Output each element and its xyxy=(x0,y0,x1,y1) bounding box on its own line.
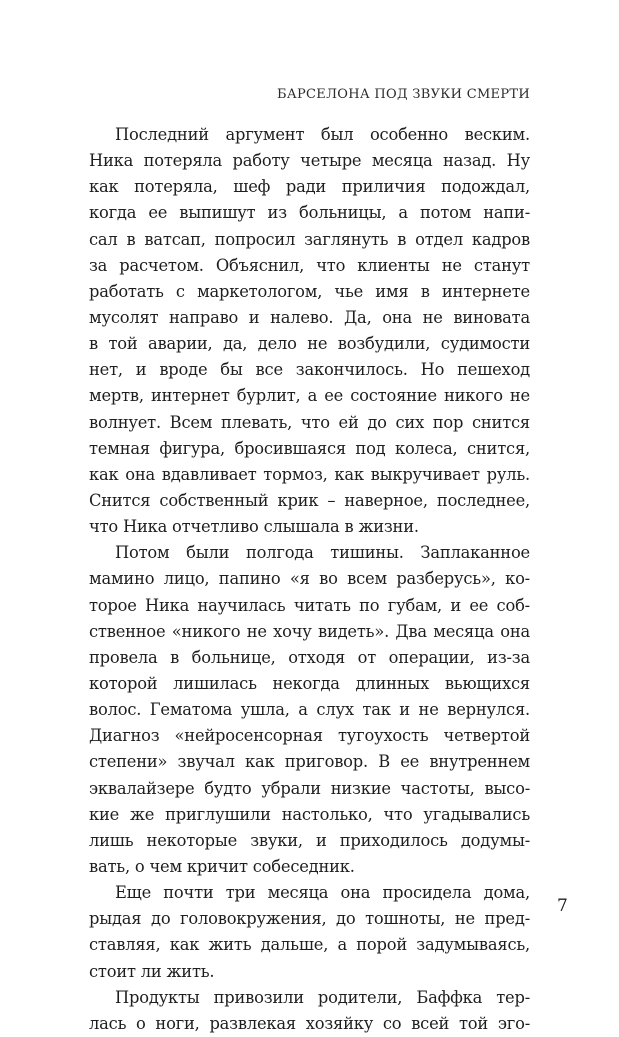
text-line: когда ее выпишут из больницы, а потом напи- xyxy=(89,203,530,223)
text-line: мусолят направо и налево. Да, она не виновата xyxy=(89,307,530,327)
text-line: что Ника отчетливо слышала в жизни. xyxy=(89,517,419,537)
text-line: работать с маркетологом, чье имя в интернете xyxy=(89,281,530,301)
text-line: провела в больнице, отходя от операции, из-за xyxy=(89,647,530,667)
text-line: темная фигура, бросившаяся под колеса, снится, xyxy=(89,438,530,458)
text-line: Продукты привозили родители, Баффка тер- xyxy=(115,987,530,1007)
text-line: как потеряла, шеф ради приличия подождал, xyxy=(89,177,530,197)
text-line: кие же приглушили настолько, что угадывались xyxy=(89,804,530,824)
text-line: в той аварии, да, дело не возбудили, судимости xyxy=(89,334,530,354)
text-line: мамино лицо, папино «я во всем разберусь», ко- xyxy=(89,569,530,589)
text-line: лишь некоторые звуки, и приходилось додумы- xyxy=(89,830,530,850)
text-line: Диагноз «нейросенсорная тугоухость четвертой xyxy=(89,726,530,746)
text-line: Потом были полгода тишины. Заплаканное xyxy=(115,543,530,563)
text-line: вать, о чем кричит собеседник. xyxy=(89,856,355,876)
text-line: Ника потеряла работу четыре месяца назад. Ну xyxy=(89,151,530,171)
text-line: которой лишилась некогда длинных вьющихся xyxy=(89,673,530,693)
text-line: рыдая до головокружения, до тошноты, не пред- xyxy=(89,909,530,929)
text-line: лась о ноги, развлекая хозяйку со всей той эго- xyxy=(89,1013,530,1033)
text-line: ставляя, как жить дальше, а порой задумываясь, xyxy=(89,935,530,955)
body-text xyxy=(89,122,530,1037)
text-line: за расчетом. Объяснил, что клиенты не станут xyxy=(89,255,530,275)
text-line: ственное «никого не хочу видеть». Два месяца она xyxy=(89,621,530,641)
text-line: сал в ватсап, попросил заглянуть в отдел кадров xyxy=(89,229,530,249)
text-line: волнует. Всем плевать, что ей до сих пор снится xyxy=(89,412,530,432)
page-number: 7 xyxy=(557,896,568,916)
running-head: БАРСЕЛОНА ПОД ЗВУКИ СМЕРТИ xyxy=(277,87,530,102)
text-line: Еще почти три месяца она просидела дома, xyxy=(115,883,530,903)
text-line: как она вдавливает тормоз, как выкручивает руль. xyxy=(89,464,530,484)
text-line: Последний аргумент был особенно веским. xyxy=(115,125,530,144)
text-line: эквалайзере будто убрали низкие частоты, высо- xyxy=(89,778,530,798)
text-line: степени» звучал как приговор. В ее внутреннем xyxy=(89,752,530,772)
text-line: нет, и вроде бы все закончилось. Но пешеход xyxy=(89,360,530,380)
text-line: волос. Гематома ушла, а слух так и не вернулся. xyxy=(89,700,530,720)
text-line: мертв, интернет бурлит, а ее состояние никого не xyxy=(89,386,530,406)
text-line: Снится собственный крик – наверное, последнее, xyxy=(89,490,530,510)
text-line: торое Ника научилась читать по губам, и ее соб- xyxy=(89,595,530,615)
text-line: стоит ли жить. xyxy=(89,961,215,981)
